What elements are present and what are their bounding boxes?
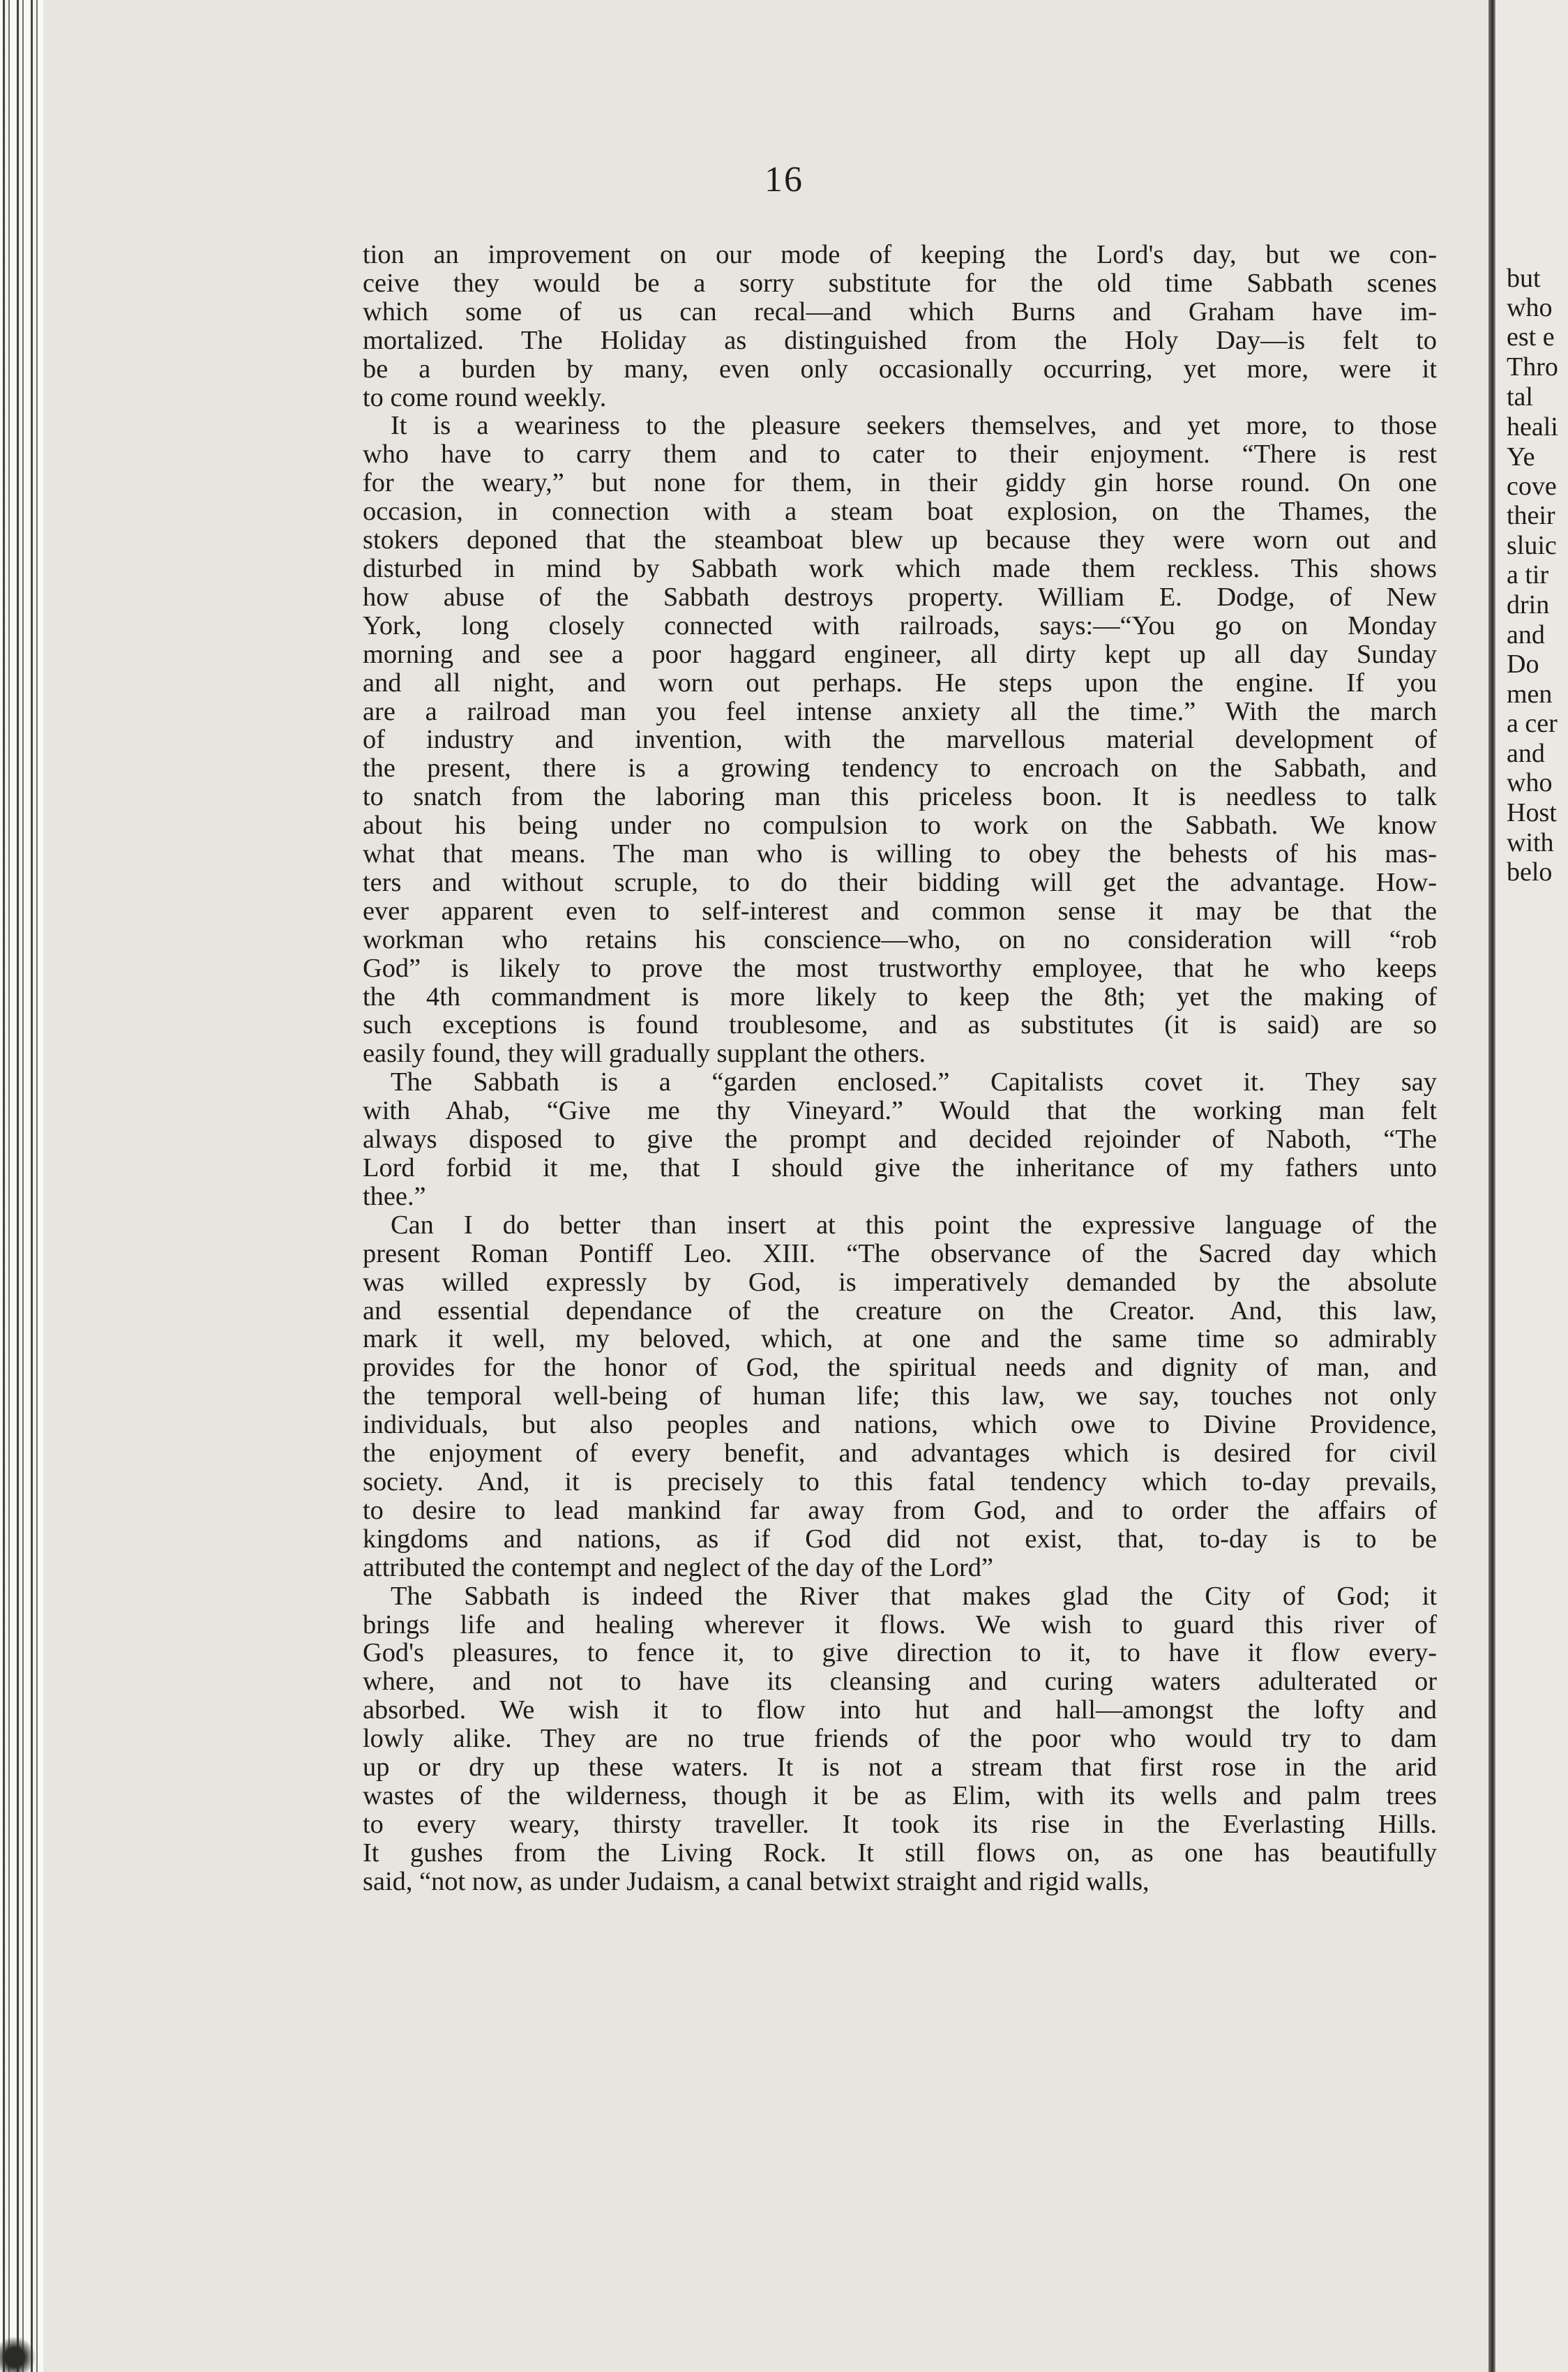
adjacent-page-fragment: men	[1507, 680, 1553, 709]
ink-blot	[0, 2323, 49, 2372]
adjacent-page-fragment: belo	[1507, 857, 1553, 887]
text-line: God” is likely to prove the most trustworthy employee, that he who keeps	[363, 953, 1437, 983]
paragraph	[363, 1211, 1437, 1582]
adjacent-page-fragment: a tir	[1507, 560, 1549, 590]
text-line: The Sabbath is indeed the River that makes glad the City of God; it	[391, 1581, 1437, 1611]
adjacent-page-strip	[1495, 0, 1568, 2372]
text-line: It is a weariness to the pleasure seekers themselves, and yet more, to those	[391, 411, 1437, 441]
adjacent-page-fragment: Host	[1507, 798, 1557, 827]
text-line: to every weary, thirsty traveller. It took its rise in the Everlasting Hills.	[363, 1809, 1437, 1839]
text-line: Can I do better than insert at this point the expressive language of the	[391, 1210, 1437, 1240]
adjacent-page-fragment: cove	[1507, 472, 1557, 501]
text-line: how abuse of the Sabbath destroys property. William E. Dodge, of New	[363, 582, 1437, 612]
text-line: stokers deponed that the steamboat blew up because they were worn out and	[363, 525, 1437, 555]
paragraph	[363, 241, 1437, 412]
text-line: It gushes from the Living Rock. It still flows on, as one has beautifully	[363, 1838, 1437, 1868]
text-line: such exceptions is found troublesome, and as substitutes (it is said) are so	[363, 1010, 1437, 1040]
adjacent-page-fragment: tal	[1507, 382, 1533, 412]
text-line: workman who retains his conscience—who, on no consideration will “rob	[363, 924, 1437, 954]
text-line: provides for the honor of God, the spiritual needs and dignity of man, and	[363, 1353, 1437, 1383]
adjacent-page-fragment: Thro	[1507, 352, 1558, 382]
text-line: the temporal well-being of human life; this law, we say, touches not only	[363, 1381, 1437, 1411]
text-line: individuals, but also peoples and nations, which owe to Divine Providence,	[363, 1410, 1437, 1440]
text-line: wastes of the wilderness, though it be as Elim, with its wells and palm trees	[363, 1780, 1437, 1810]
text-line: be a burden by many, even only occasionally occurring, yet more, were it	[363, 354, 1437, 384]
text-line: the present, there is a growing tendency to encroach on the Sabbath, and	[363, 753, 1437, 783]
adjacent-page-fragment: Ye	[1507, 442, 1535, 472]
text-line: which some of us can recal—and which Burns and Graham have im-	[363, 296, 1437, 326]
text-line: absorbed. We wish it to flow into hut and hall—amongst the lofty and	[363, 1695, 1437, 1725]
text-line: to come round weekly.	[363, 382, 607, 412]
text-line: ceive they would be a sorry substitute for the old time Sabbath scenes	[363, 268, 1437, 298]
text-line: always disposed to give the prompt and decided rejoinder of Naboth, “The	[363, 1125, 1437, 1155]
text-line: attributed the contempt and neglect of the day of the Lord”	[363, 1552, 993, 1582]
text-line: and all night, and worn out perhaps. He steps upon the engine. If you	[363, 668, 1437, 698]
adjacent-page-fragment: a cer	[1507, 709, 1558, 738]
text-line: are a railroad man you feel intense anxiety all the time.” With the march	[363, 696, 1437, 726]
text-line: for the weary,” but none for them, in their giddy gin horse round. On one	[363, 468, 1437, 498]
text-line: of industry and invention, with the marvellous material development of	[363, 725, 1437, 755]
paragraph	[363, 412, 1437, 1068]
text-line: God's pleasures, to fence it, to give direction to it, to have it flow every-	[363, 1638, 1437, 1668]
text-line: society. And, it is precisely to this fatal tendency which to-day prevails,	[363, 1466, 1437, 1496]
text-line: to snatch from the laboring man this priceless boon. It is needless to talk	[363, 782, 1437, 812]
text-line: to desire to lead mankind far away from God, and to order the affairs of	[363, 1495, 1437, 1525]
adjacent-page-fragment: heali	[1507, 412, 1558, 442]
text-line: The Sabbath is a “garden enclosed.” Capitalists covet it. They say	[391, 1067, 1437, 1097]
adjacent-page-fragment: sluic	[1507, 531, 1557, 560]
text-line: morning and see a poor haggard engineer, all dirty kept up all day Sunday	[363, 639, 1437, 669]
text-line: disturbed in mind by Sabbath work which made them reckless. This shows	[363, 553, 1437, 583]
text-line: tion an improvement on our mode of keeping the Lord's day, but we con-	[363, 240, 1437, 269]
adjacent-page-fragment: and	[1507, 739, 1545, 768]
text-line: easily found, they will gradually supplant the others.	[363, 1039, 926, 1069]
adjacent-page-fragment: who	[1507, 293, 1553, 322]
text-line: was willed expressly by God, is imperatively demanded by the absolute	[363, 1267, 1437, 1297]
text-line: with Ahab, “Give me thy Vineyard.” Would that the working man felt	[363, 1096, 1437, 1126]
text-line: said, “not now, as under Judaism, a canal betwixt straight and rigid walls,	[363, 1866, 1149, 1896]
text-line: mark it well, my beloved, which, at one and the same time so admirably	[363, 1324, 1437, 1354]
text-line: who have to carry them and to cater to their enjoyment. “There is rest	[363, 440, 1437, 470]
text-line: Lord forbid it me, that I should give the inheritance of my fathers unto	[363, 1153, 1437, 1183]
scan-binding-edge	[0, 0, 43, 2372]
text-line: lowly alike. They are no true friends of the poor who would try to dam	[363, 1724, 1437, 1754]
text-line: brings life and healing wherever it flows. We wish to guard this river of	[363, 1609, 1437, 1639]
text-line: ters and without scruple, to do their bidding will get the advantage. How-	[363, 867, 1437, 897]
text-line: mortalized. The Holiday as distinguished from the Holy Day—is felt to	[363, 325, 1437, 355]
text-line: up or dry up these waters. It is not a stream that first rose in the arid	[363, 1752, 1437, 1782]
page-number: 16	[764, 160, 804, 200]
adjacent-page-fragment: est e	[1507, 322, 1555, 352]
text-line: present Roman Pontiff Leo. XIII. “The observance of the Sacred day which	[363, 1238, 1437, 1268]
text-line: ever apparent even to self-interest and common sense it may be that the	[363, 896, 1437, 926]
page-gutter	[1488, 0, 1495, 2372]
adjacent-page-fragment: drin	[1507, 590, 1550, 620]
paragraph	[363, 1582, 1437, 1896]
adjacent-page-fragment: their	[1507, 501, 1555, 530]
text-line: and essential dependance of the creature on the Creator. And, this law,	[363, 1296, 1437, 1326]
text-line: occasion, in connection with a steam boat explosion, on the Thames, the	[363, 497, 1437, 527]
text-line: about his being under no compulsion to work on the Sabbath. We know	[363, 811, 1437, 841]
text-line: where, and not to have its cleansing and curing waters adulterated or	[363, 1667, 1437, 1697]
adjacent-page-fragment: and	[1507, 620, 1545, 650]
adjacent-page-fragment: Do	[1507, 650, 1539, 679]
adjacent-page-fragment: with	[1507, 828, 1554, 857]
adjacent-page-fragment: but	[1507, 264, 1541, 293]
text-line: what that means. The man who is willing to obey the behests of his mas-	[363, 839, 1437, 869]
body-text	[363, 241, 1437, 1896]
text-line: York, long closely connected with railroads, says:—“You go on Monday	[363, 610, 1437, 640]
paragraph	[363, 1068, 1437, 1211]
text-line: the enjoyment of every benefit, and advantages which is desired for civil	[363, 1439, 1437, 1469]
text-line: thee.”	[363, 1181, 426, 1211]
text-line: the 4th commandment is more likely to keep the 8th; yet the making of	[363, 982, 1437, 1012]
text-line: kingdoms and nations, as if God did not exist, that, to-day is to be	[363, 1524, 1437, 1554]
adjacent-page-fragment: who	[1507, 768, 1553, 797]
